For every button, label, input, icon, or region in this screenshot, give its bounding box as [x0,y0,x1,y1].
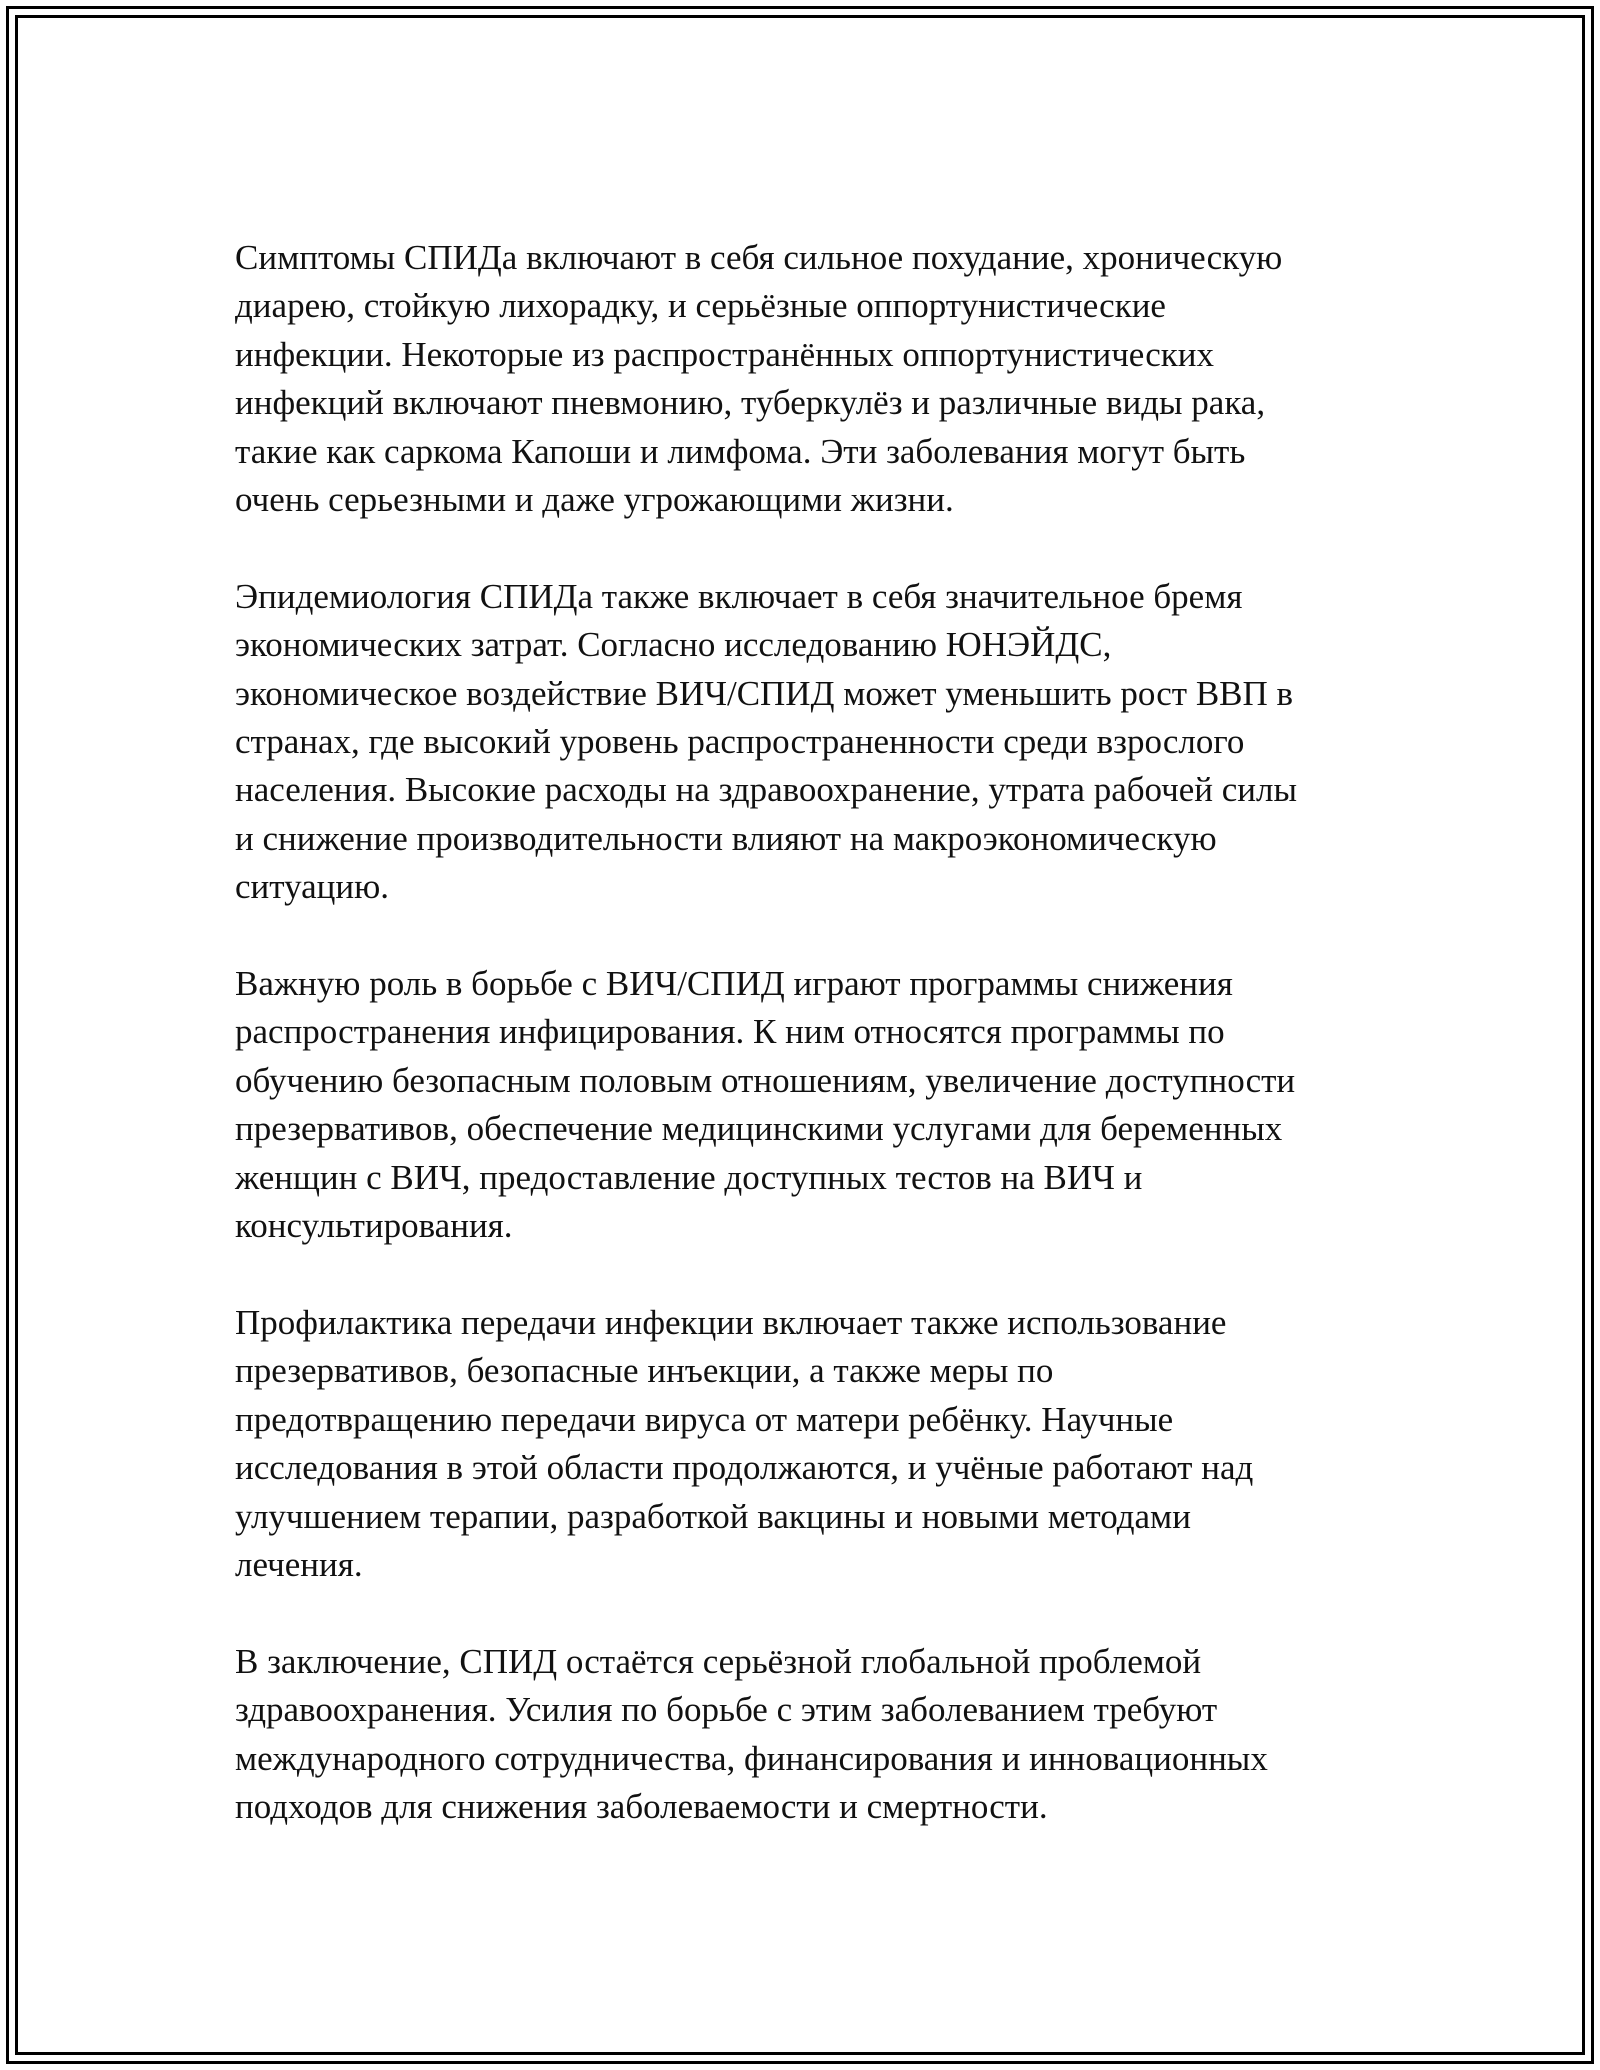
text-line: диарею, стойкую лихорадку, и серьёзные оппортунистические [235,286,1166,326]
paragraph-epidemiology [235,573,1365,912]
text-line: международного сотрудничества, финансирования и инновационных [235,1738,1268,1778]
text-line: Важную роль в борьбе с ВИЧ/СПИД играют программы снижения [235,964,1233,1004]
text-line: Профилактика передачи инфекции включает также использование [235,1302,1227,1342]
document-body [235,234,1365,1880]
paragraph-prevention [235,1299,1365,1589]
text-line: распространения инфицирования. К ним относятся программы по [235,1012,1225,1052]
text-line: женщин с ВИЧ, предоставление доступных тестов на ВИЧ и [235,1157,1143,1197]
text-line: инфекций включают пневмонию, туберкулёз и различные виды рака, [235,383,1266,423]
text-line: лечения. [235,1544,363,1584]
text-line: и снижение производительности влияют на макроэкономическую [235,818,1217,858]
paragraph-conclusion [235,1638,1365,1832]
text-line: Симптомы СПИДа включают в себя сильное похудание, хроническую [235,238,1283,277]
text-line: экономических затрат. Согласно исследованию ЮНЭЙДС, [235,625,1112,665]
text-line: презервативов, безопасные инъекции, а также меры по [235,1351,1054,1391]
text-line: презервативов, обеспечение медицинскими услугами для беременных [235,1109,1283,1149]
text-line: очень серьезными и даже угрожающими жизни. [235,480,954,520]
text-line: экономическое воздействие ВИЧ/СПИД может уменьшить рост ВВП в [235,673,1294,713]
text-line: консультирования. [235,1206,513,1246]
text-line: такие как саркома Капоши и лимфома. Эти заболевания могут быть [235,431,1246,471]
paragraph-symptoms [235,234,1365,524]
text-line: населения. Высокие расходы на здравоохранение, утрата рабочей силы [235,770,1297,810]
text-line: В заключение, СПИД остаётся серьёзной глобальной проблемой [235,1641,1202,1681]
text-line: Эпидемиология СПИДа также включает в себя значительное бремя [235,576,1243,616]
text-line: ситуацию. [235,867,390,907]
text-line: улучшением терапии, разработкой вакцины и новыми методами [235,1496,1191,1536]
text-line: подходов для снижения заболеваемости и смертности. [235,1786,1048,1826]
paragraph-programs [235,960,1365,1250]
text-line: исследования в этой области продолжаются, и учёные работают над [235,1448,1254,1488]
text-line: здравоохранения. Усилия по борьбе с этим заболеванием требуют [235,1690,1218,1730]
text-line: обучению безопасным половым отношениям, увеличение доступности [235,1060,1296,1100]
text-line: инфекции. Некоторые из распространённых оппортунистических [235,334,1214,374]
text-line: странах, где высокий уровень распространенности среди взрослого [235,722,1245,762]
text-line: предотвращению передачи вируса от матери ребёнку. Научные [235,1399,1174,1439]
